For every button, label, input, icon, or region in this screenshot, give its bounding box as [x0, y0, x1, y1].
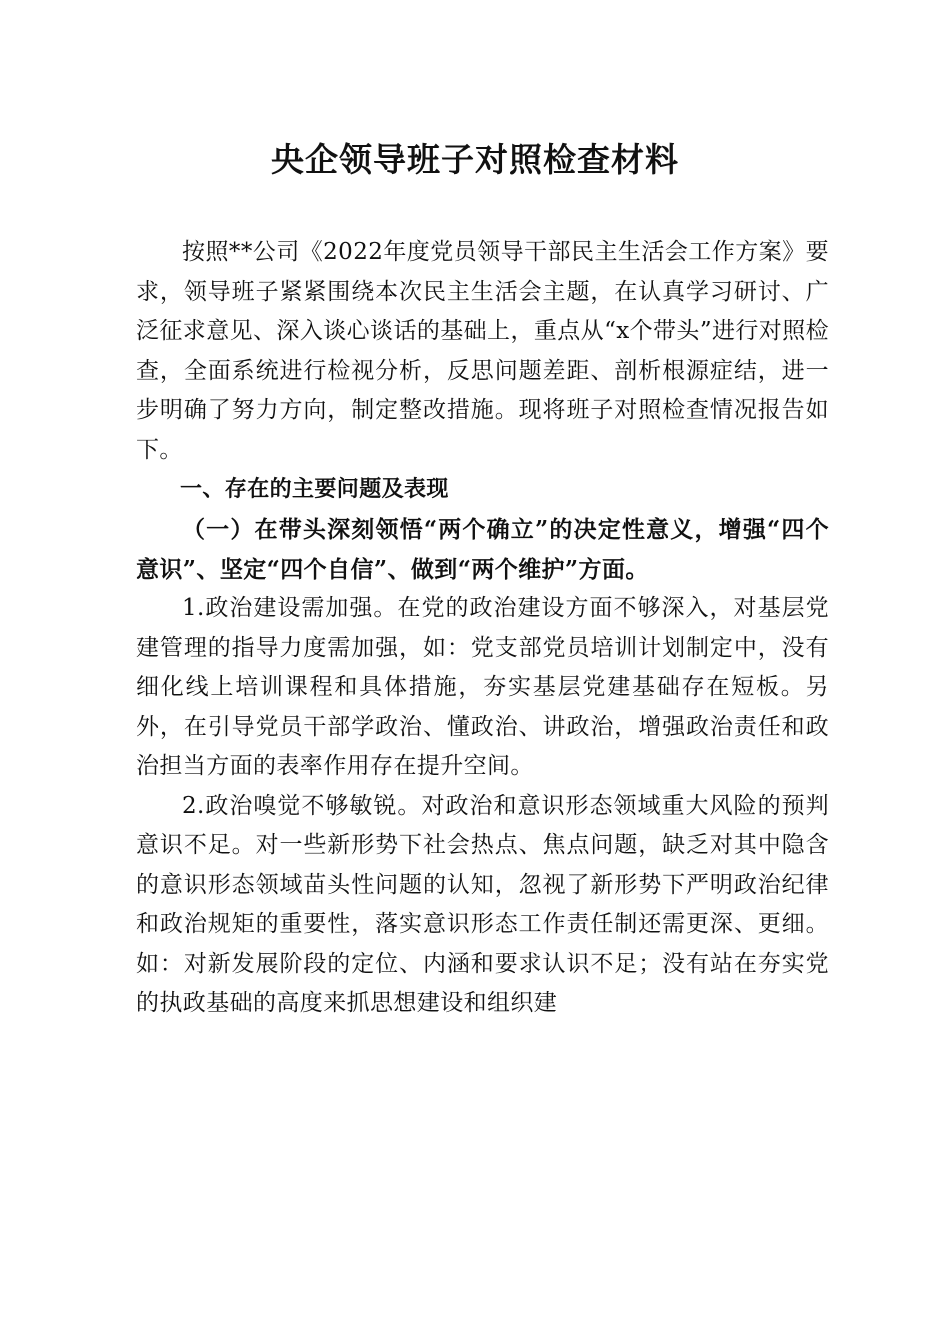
section-heading: 一、存在的主要问题及表现 [180, 477, 449, 502]
item-paragraph-1: 1.政治建设需加强。在党的政治建设方面不够深入，对基层党建管理的指导力度需加强，如：党支部党员培训计划制定中，没有细化线上培训课程和具体措施，夯实基层党建基础存在短板。另外，在引导党员干部学政治、懂政治、讲政治，增强政治责任和政治担当方面的表率作用存在提升空间。 [136, 595, 829, 779]
item-paragraph-2: 2.政治嗅觉不够敏锐。对政治和意识形态领域重大风险的预判意识不足。对一些新形势下社会热点、焦点问题，缺乏对其中隐含的意识形态领域苗头性问题的认知，忽视了新形势下严明政治纪律和政治规矩的重要性，落实意识形态工作责任制还需更深、更细。如：对新发展阶段的定位、内涵和要求认识不足；没有站在夯实党的执政基础的高度来抓思想建设和组织建 [136, 792, 829, 1016]
document-body [136, 233, 829, 1024]
subsection-heading: （一）在带头深刻领悟“两个确立”的决定性意义，增强“四个意识”、坚定“四个自信”、做到“两个维护”方面。 [136, 516, 829, 583]
document-title: 央企领导班子对照检查材料 [271, 140, 679, 179]
intro-paragraph: 按照**公司《2022年度党员领导干部民主生活会工作方案》要求，领导班子紧紧围绕本次民主生活会主题，在认真学习研讨、广泛征求意见、深入谈心谈话的基础上，重点从“x个带头”进行对照检查，全面系统进行检视分析，反思问题差距、剖析根源症结，进一步明确了努力方向，制定整改措施。现将班子对照检查情况报告如下。 [136, 239, 829, 463]
